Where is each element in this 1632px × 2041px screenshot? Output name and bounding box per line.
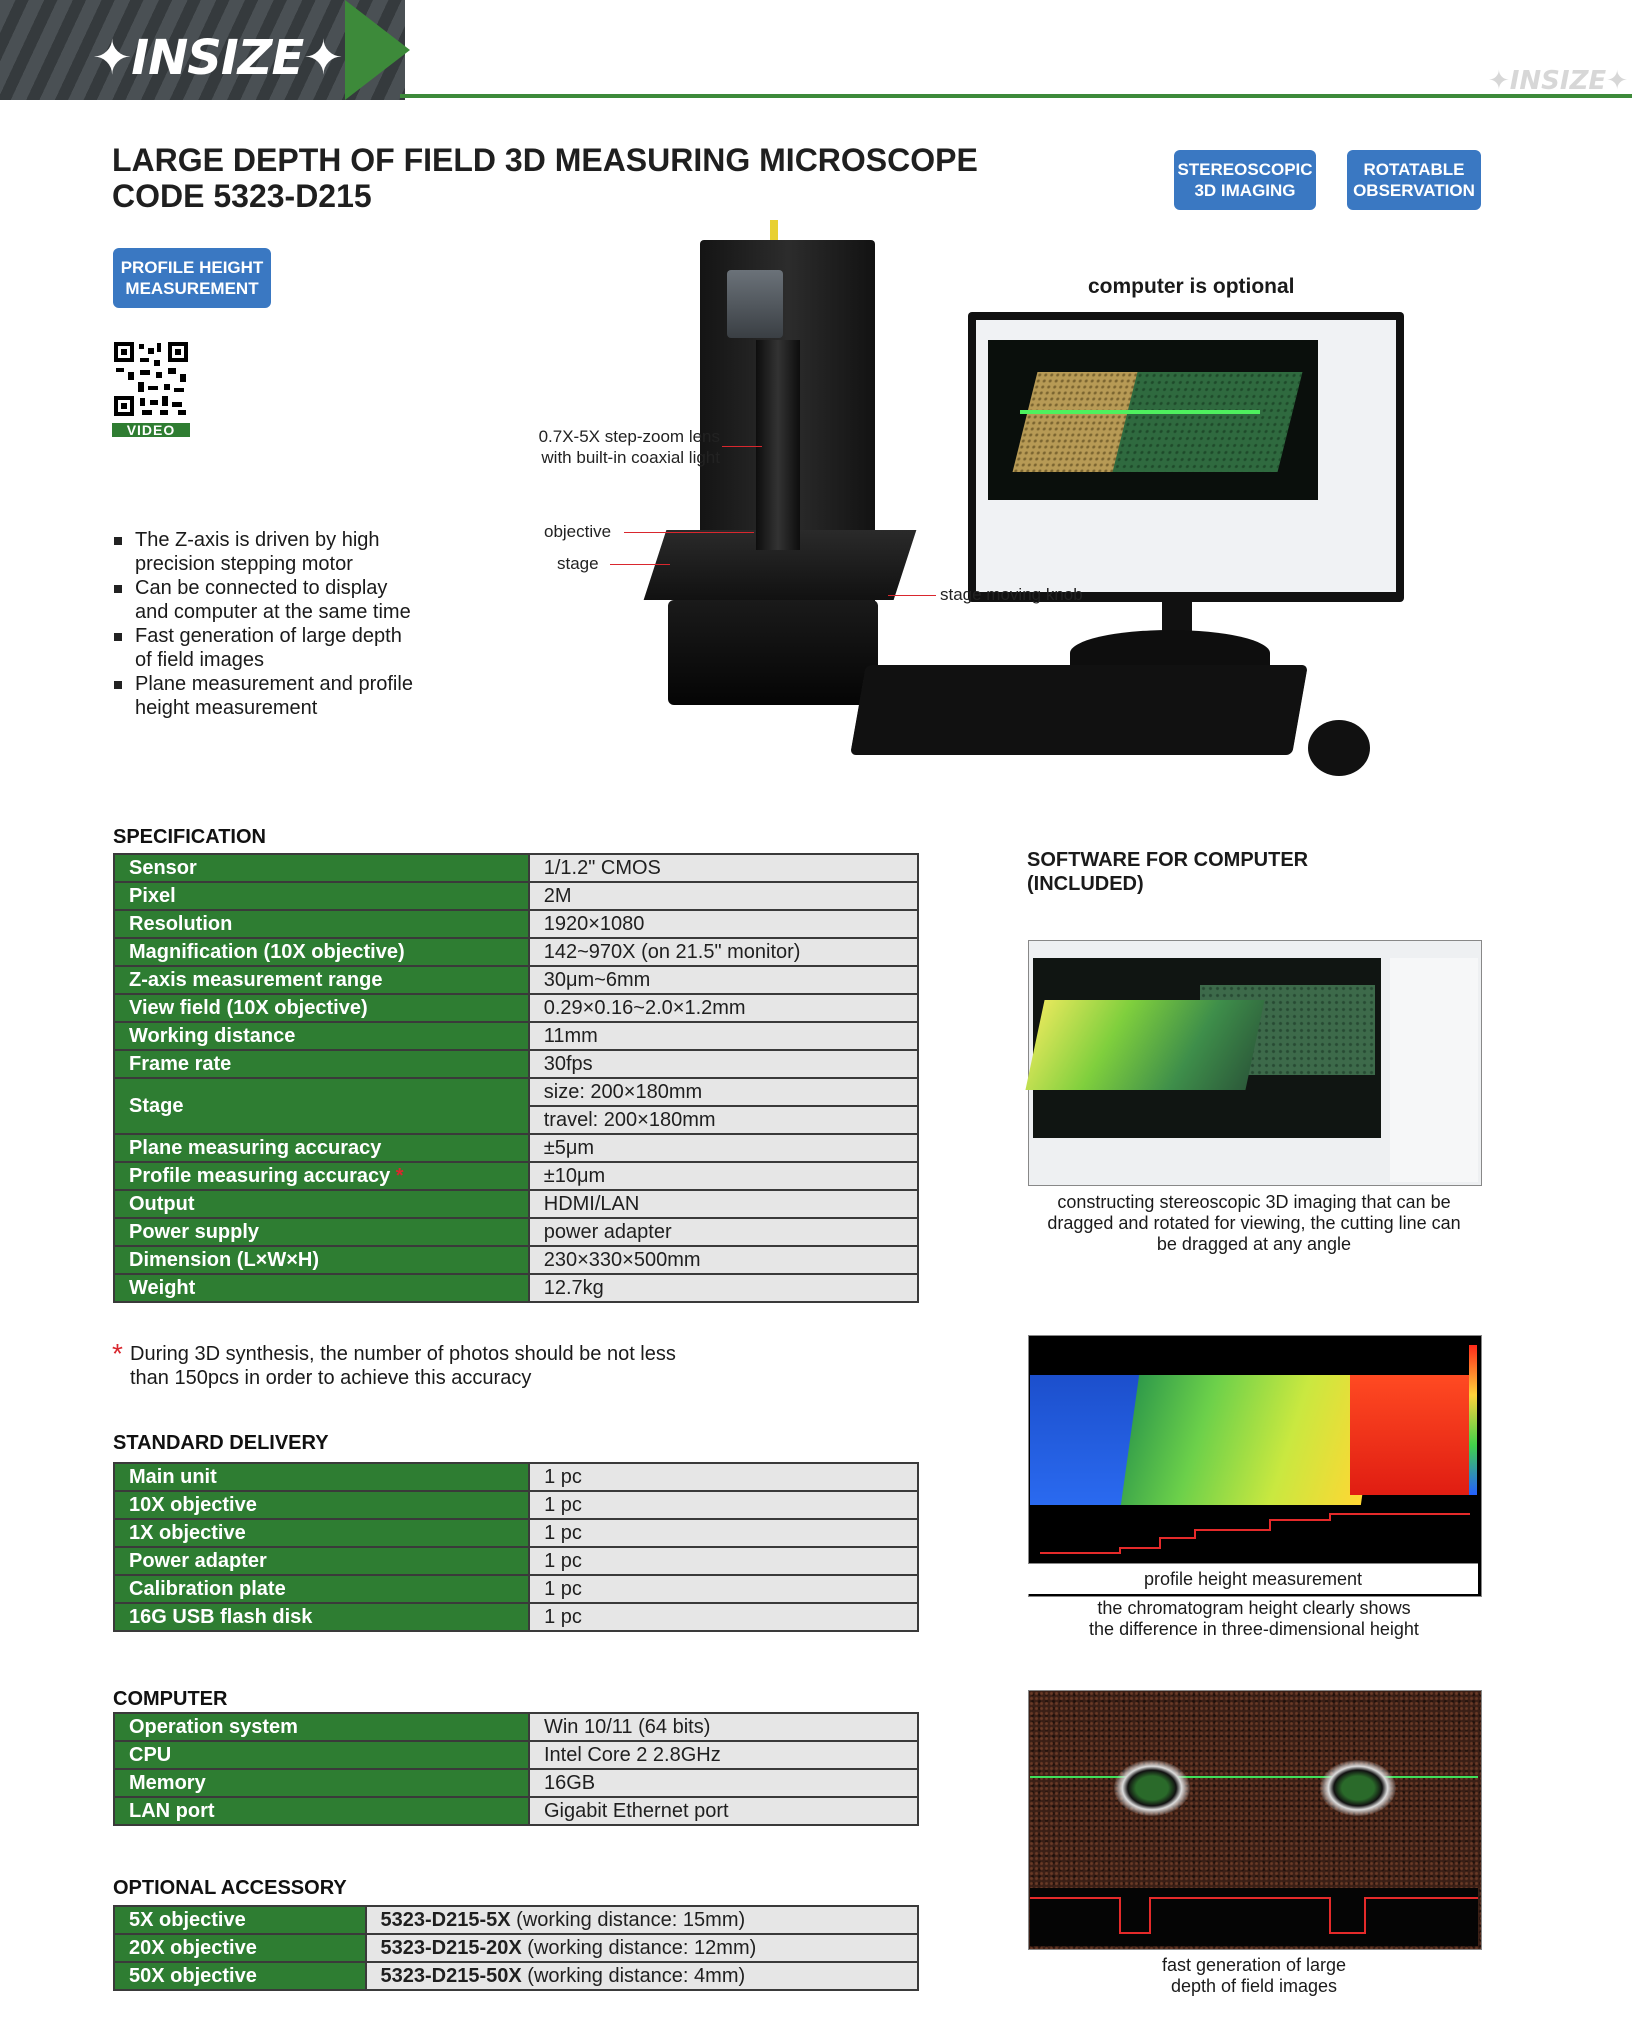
accuracy-footnote: * During 3D synthesis, the number of photos should be not less than 150pcs in order to achieve this accuracy (112, 1338, 676, 1389)
software-caption: the chromatogram height clearly shows the difference in three-dimensional height (1089, 1598, 1419, 1639)
table-row: Stage size: 200×180mm (114, 1078, 918, 1106)
table-row: Plane measuring accuracy ±5μm (114, 1134, 918, 1162)
table-row: Dimension (L×W×H) 230×330×500mm (114, 1246, 918, 1274)
table-row: Resolution 1920×1080 (114, 910, 918, 938)
software-caption: fast generation of large depth of field images (1161, 1955, 1347, 1996)
table-row: travel: 200×180mm (114, 1106, 918, 1134)
software-heading: SOFTWARE FOR COMPUTER (INCLUDED) (1027, 849, 1309, 895)
table-row: Profile measuring accuracy * ±10μm (114, 1162, 918, 1190)
feature-item: Plane measurement and profile height measurement (112, 672, 452, 720)
feature-list (112, 528, 452, 720)
brand-logo: ✦INSIZE✦ (92, 30, 343, 86)
specification-heading: SPECIFICATION (113, 826, 266, 848)
software-caption: constructing stereoscopic 3D imaging that can be dragged and rotated for viewing, the cutting line can be dragged at any angle (1047, 1192, 1461, 1254)
surface-hole (1114, 1760, 1190, 1816)
badge-stereoscopic (1174, 150, 1316, 210)
specification-table (113, 853, 919, 1303)
lens-callout-line (722, 446, 762, 447)
computer-table (113, 1712, 919, 1826)
footnote-star: * (395, 1164, 404, 1187)
table-row: Magnification (10X objective) 142~970X (on 21.5" monitor) (114, 938, 918, 966)
surface-hole (1320, 1760, 1396, 1816)
badge-text: MEASUREMENT (125, 279, 259, 298)
table-row: CPU Intel Core 2 2.8GHz (114, 1741, 918, 1769)
knob-callout: stage moving knob (940, 585, 1083, 604)
table-row: Power adapter 1 pc (114, 1547, 918, 1575)
optional-accessory-heading: OPTIONAL ACCESSORY (113, 1877, 347, 1899)
feature-item: The Z-axis is driven by high precision stepping motor (112, 528, 452, 576)
stage-callout: stage (557, 554, 599, 573)
table-row: 16G USB flash disk 1 pc (114, 1603, 918, 1631)
table-row: Frame rate 30fps (114, 1050, 918, 1078)
profile-graph (1030, 1508, 1478, 1563)
page-header (0, 0, 1632, 100)
product-code: CODE 5323-D215 (112, 178, 372, 214)
height-color-scale (1469, 1345, 1477, 1495)
profile-graph (1030, 1888, 1478, 1946)
height-map-region (1350, 1375, 1470, 1495)
badge-text: OBSERVATION (1353, 181, 1475, 200)
table-row: Weight 12.7kg (114, 1274, 918, 1302)
table-row: Memory 16GB (114, 1769, 918, 1797)
standard-delivery-table (113, 1462, 919, 1632)
table-row: LAN port Gigabit Ethernet port (114, 1797, 918, 1825)
standard-delivery-heading: STANDARD DELIVERY (113, 1432, 329, 1454)
table-row: Calibration plate 1 pc (114, 1575, 918, 1603)
footnote-star: * (112, 1338, 123, 1369)
header-arrow (345, 0, 410, 100)
software-caption-title: profile height measurement (1028, 1563, 1478, 1594)
table-row: Power supply power adapter (114, 1218, 918, 1246)
monitor-cut-line (1020, 410, 1260, 414)
feature-item: Can be connected to display and computer at the same time (112, 576, 452, 624)
optional-accessory-table (113, 1905, 919, 1991)
badge-text: STEREOSCOPIC (1177, 160, 1313, 179)
video-qr-code[interactable] (112, 340, 190, 438)
knob-callout-line (888, 595, 936, 596)
table-row: Z-axis measurement range 30μm~6mm (114, 966, 918, 994)
software-cut-line (1030, 1776, 1478, 1778)
computer-heading: COMPUTER (113, 1688, 228, 1710)
table-row: Pixel 2M (114, 882, 918, 910)
height-map-region (1121, 1375, 1379, 1505)
header-rule (400, 94, 1632, 98)
qr-video-label: VIDEO (112, 423, 190, 437)
table-row: View field (10X objective) 0.29×0.16~2.0×1.2mm (114, 994, 918, 1022)
monitor-3d-surface (1113, 372, 1303, 472)
table-row: Main unit 1 pc (114, 1463, 918, 1491)
microscope-camera (727, 270, 783, 338)
brand-logo-small: ✦INSIZE✦ (1487, 66, 1628, 96)
objective-callout: objective (544, 522, 612, 541)
badge-rotatable (1347, 150, 1481, 210)
lens-callout: 0.7X-5X step-zoom lens with built-in coaxial light (538, 427, 720, 467)
badge-profile-height (113, 248, 271, 308)
badge-text: 3D IMAGING (1194, 181, 1296, 200)
stage-callout-line (610, 564, 670, 565)
keyboard (850, 665, 1308, 755)
microscope-lens (756, 340, 800, 550)
table-row: Working distance 11mm (114, 1022, 918, 1050)
feature-item: Fast generation of large depth of field images (112, 624, 452, 672)
table-row: Output HDMI/LAN (114, 1190, 918, 1218)
table-row: 1X objective 1 pc (114, 1519, 918, 1547)
table-row: Operation system Win 10/11 (64 bits) (114, 1713, 918, 1741)
title-line: LARGE DEPTH OF FIELD 3D MEASURING MICROSCOPE (112, 142, 978, 178)
microscope-base (668, 600, 878, 705)
page-title (112, 142, 978, 214)
table-row: 20X objective 5323-D215-20X (working distance: 12mm) (114, 1934, 918, 1962)
badge-text: ROTATABLE (1363, 160, 1465, 179)
software-tool-panel (1390, 958, 1478, 1182)
profile-line-icon (1030, 1508, 1478, 1563)
table-row: 5X objective 5323-D215-5X (working distance: 15mm) (114, 1906, 918, 1934)
profile-line-icon (1030, 1888, 1478, 1946)
objective-callout-line (624, 532, 754, 533)
table-row: Sensor 1/1.2" CMOS (114, 854, 918, 882)
table-row: 10X objective 1 pc (114, 1491, 918, 1519)
computer-optional-label: computer is optional (1088, 275, 1295, 298)
badge-text: PROFILE HEIGHT (120, 258, 264, 277)
software-3d-surface (1025, 1000, 1264, 1090)
qr-code-icon (112, 340, 190, 418)
mouse (1308, 720, 1370, 776)
table-row: 50X objective 5323-D215-50X (working distance: 4mm) (114, 1962, 918, 1990)
